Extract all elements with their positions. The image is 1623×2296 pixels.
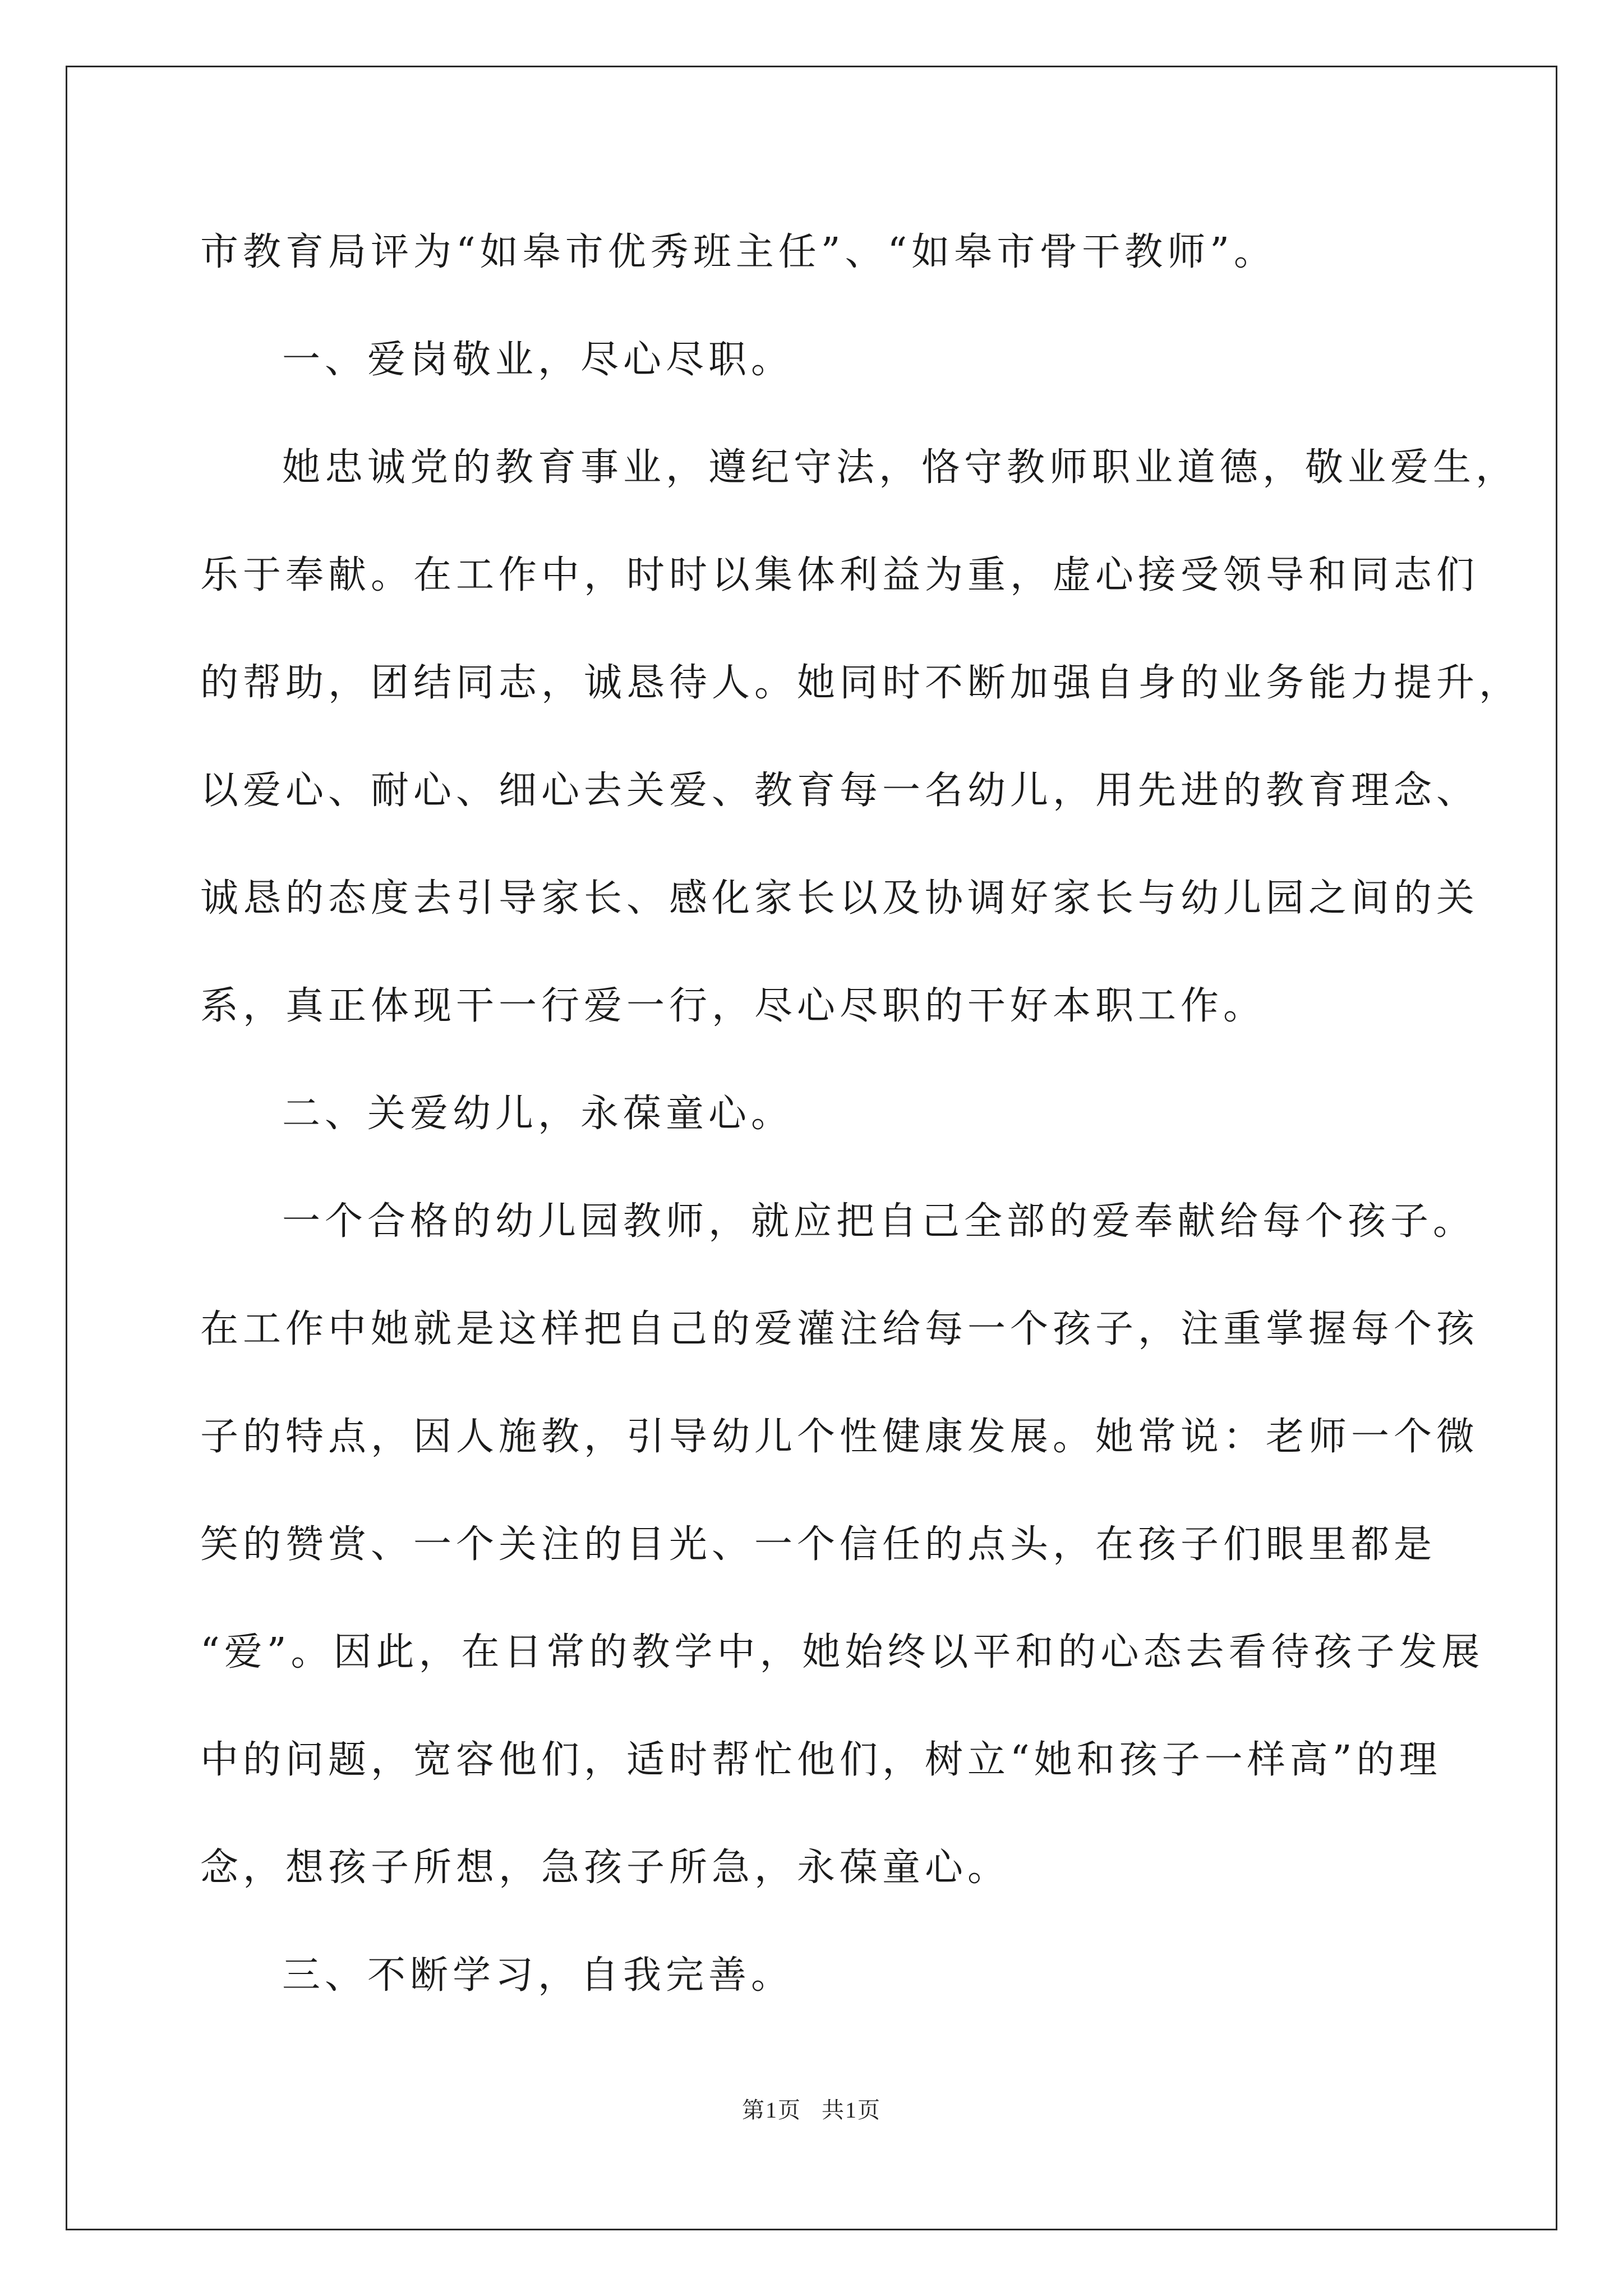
text-line: 乐于奉献。在工作中，时时以集体利益为重，虚心接受领导和同志们 <box>200 553 1479 597</box>
text-line: 以爱心、耐心、细心去关爱、教育每一名幼儿，用先进的教育理念、 <box>200 769 1479 813</box>
page-footer: 第1页 共1页 <box>742 2097 881 2123</box>
text-line: 在工作中她就是这样把自己的爱灌注给每一个孩子，注重掌握每个孩 <box>200 1307 1479 1351</box>
text-line: 中的问题，宽容他们，适时帮忙他们，树立“她和孩子一样高”的理 <box>200 1738 1442 1782</box>
text-line: 子的特点，因人施教，引导幼儿个性健康发展。她常说：老师一个微 <box>200 1415 1479 1459</box>
text-line: “爱”。因此，在日常的教学中，她始终以平和的心态去看待孩子发展 <box>200 1630 1484 1674</box>
section-heading-3: 三、不断学习，自我完善。 <box>282 1953 794 1998</box>
section-heading-1: 一、爱岗敬业，尽心尽职。 <box>282 338 794 382</box>
text-line: 一个合格的幼儿园教师，就应把自己全部的爱奉献给每个孩子。 <box>282 1199 1476 1244</box>
text-line: 的帮助，团结同志，诚恳待人。她同时不断加强自身的业务能力提升， <box>200 661 1522 705</box>
section-heading-2: 二、关爱幼儿，永葆童心。 <box>282 1092 794 1136</box>
text-line: 笑的赞赏、一个关注的目光、一个信任的点头，在孩子们眼里都是 <box>200 1522 1437 1567</box>
text-line: 她忠诚党的教育事业，遵纪守法，恪守教师职业道德，敬业爱生， <box>282 445 1519 490</box>
text-line: 市教育局评为“如皋市优秀班主任”、“如皋市骨干教师”。 <box>200 230 1277 274</box>
document-body <box>200 213 1522 2044</box>
text-line: 系，真正体现干一行爱一行，尽心尽职的干好本职工作。 <box>200 984 1266 1028</box>
text-line: 诚恳的态度去引导家长、感化家长以及协调好家长与幼儿园之间的关 <box>200 876 1479 921</box>
text-line: 念，想孩子所想，急孩子所急，永葆童心。 <box>200 1846 1011 1890</box>
